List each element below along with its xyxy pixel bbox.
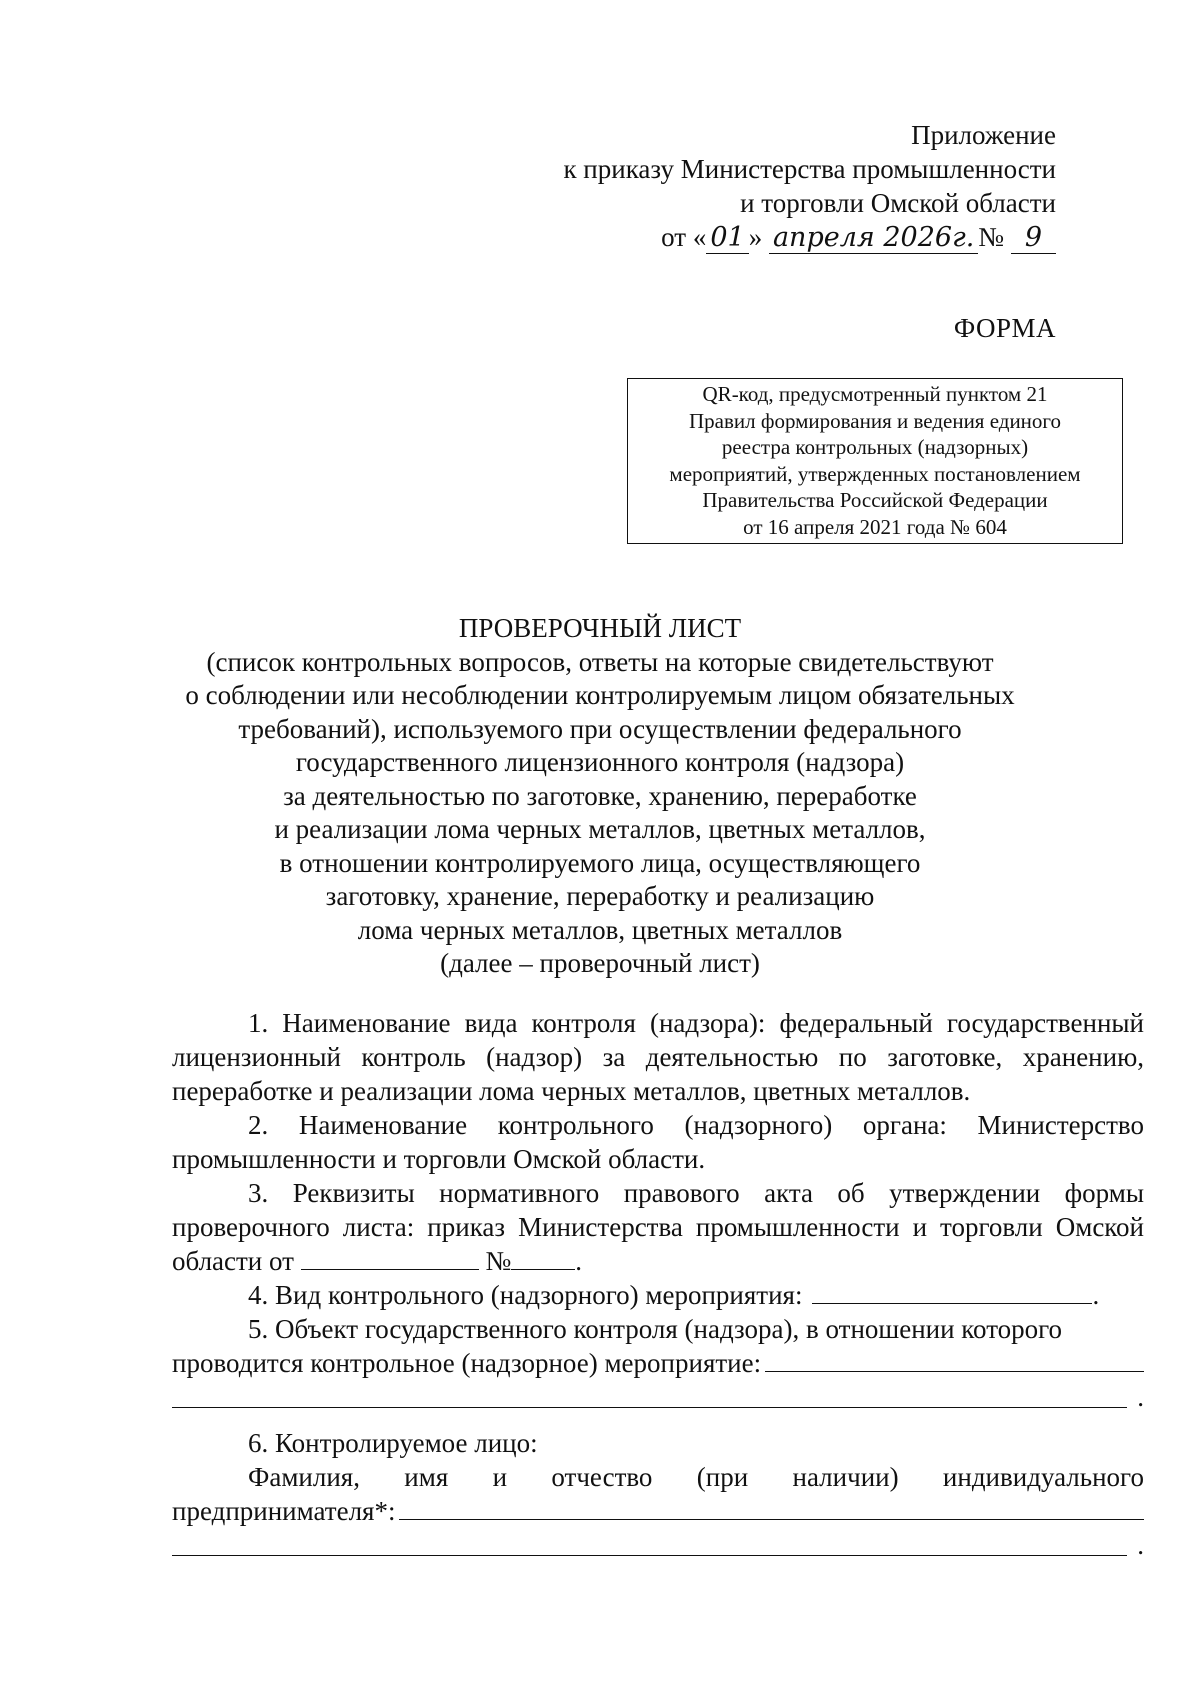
qr-box-line: реестра контрольных (надзорных) (721, 435, 1029, 459)
document-body (172, 1006, 1144, 1562)
object-blank-line[interactable] (172, 1406, 1127, 1408)
forma-label: ФОРМА (953, 313, 1056, 343)
annex-ministry-line: и торговли Омской области (740, 188, 1056, 218)
word: отчество (551, 1462, 653, 1492)
annex-order-line: к приказу Министерства промышленности (563, 154, 1056, 184)
event-type-blank[interactable] (812, 1302, 1092, 1304)
date-mid: » (748, 222, 763, 252)
annex-title: Приложение (911, 120, 1056, 150)
qr-box-line: Правительства Российской Федерации (702, 488, 1048, 512)
period: . (1092, 1280, 1100, 1310)
title-line: заготовку, хранение, переработку и реализацию (325, 881, 875, 911)
entrepreneur-label: предпринимателя*: (172, 1496, 396, 1526)
legal-act-date-blank[interactable] (301, 1247, 479, 1270)
title-line: и реализации лома черных металлов, цветных металлов, (274, 814, 926, 844)
object-label: проводится контрольное (надзорное) мероприятие: (172, 1348, 762, 1378)
entrepreneur-blank-line[interactable] (172, 1554, 1127, 1556)
event-type-label: 4. Вид контрольного (надзорного) мероприятия: (248, 1280, 803, 1310)
title-line: за деятельностью по заготовке, хранению, переработке (283, 780, 917, 811)
item-object-line1: 5. Объект государственного контроля (надзора), в отношении которого (248, 1314, 1063, 1344)
title-line: (далее – проверочный лист) (440, 948, 760, 978)
qr-box-line: мероприятий, утвержденных постановлением (669, 461, 1081, 486)
annex-date-line (563, 220, 1056, 255)
word: наличии) (792, 1462, 899, 1492)
item-control-body: 2. Наименование контрольного (надзорного) органа: Министерство промышленности и торговли Омской области. (172, 1110, 1144, 1174)
title-line: требований), используемого при осуществлении федерального (238, 713, 962, 744)
word: индивидуального (942, 1462, 1144, 1492)
word: имя (404, 1462, 449, 1492)
date-month-year: апреля 2026г. (769, 222, 978, 254)
item-control-type: 1. Наименование вида контроля (надзора): федеральный государственный лицензионный контроль (надзор) за деятельностью по заготовке, хранению, переработке и реализации лома черных металлов, цветных металлов. (172, 1008, 1144, 1106)
item-legal-act (172, 1176, 1144, 1278)
legal-act-number-label: № (485, 1246, 512, 1276)
qr-box-line: QR-код, предусмотренный пунктом 21 (702, 382, 1048, 406)
period: . (1137, 1382, 1144, 1412)
number-label: № (978, 222, 1005, 252)
date-prefix: от « (661, 222, 707, 252)
word: Фамилия, (248, 1462, 360, 1492)
entrepreneur-name-blank[interactable] (399, 1518, 1144, 1520)
title-heading: ПРОВЕРОЧНЫЙ ЛИСТ (458, 613, 742, 643)
person-name-line (172, 1494, 1144, 1528)
person-name-label-line (172, 1460, 1144, 1494)
entrepreneur-blank-continued (172, 1528, 1144, 1562)
title-line: (список контрольных вопросов, ответы на которые свидетельствуют (206, 646, 994, 677)
period: . (575, 1246, 582, 1276)
qr-code-placeholder-box (627, 378, 1123, 544)
order-number: 9 (1011, 222, 1056, 254)
word: (при (696, 1462, 749, 1492)
object-blank-continued (172, 1380, 1144, 1414)
item-event-type (172, 1278, 1144, 1312)
title-line: в отношении контролируемого лица, осуществляющего (279, 847, 921, 878)
item-controlled-person: 6. Контролируемое лицо: (248, 1428, 538, 1458)
object-blank[interactable] (765, 1370, 1144, 1372)
date-day: 01 (706, 222, 748, 254)
item-object-line2 (172, 1346, 1144, 1380)
legal-act-number-blank[interactable] (511, 1247, 575, 1270)
title-line: о соблюдении или несоблюдении контролируемым лицом обязательных (185, 680, 1015, 710)
title-line: лома черных металлов, цветных металлов (357, 914, 843, 945)
title-line: государственного лицензионного контроля (надзора) (295, 747, 905, 777)
qr-box-line: Правил формирования и ведения единого (688, 408, 1062, 433)
qr-box-line: от 16 апреля 2021 года № 604 (743, 514, 1007, 539)
period: . (1137, 1530, 1144, 1560)
document-title (150, 612, 1050, 981)
legal-act-text: 3. Реквизиты нормативного правового акта об утверждении формы проверочного листа: приказ Министерства промышленности и торговли Омской области от (172, 1178, 1144, 1276)
word: и (492, 1462, 508, 1492)
annex-header (563, 118, 1056, 255)
